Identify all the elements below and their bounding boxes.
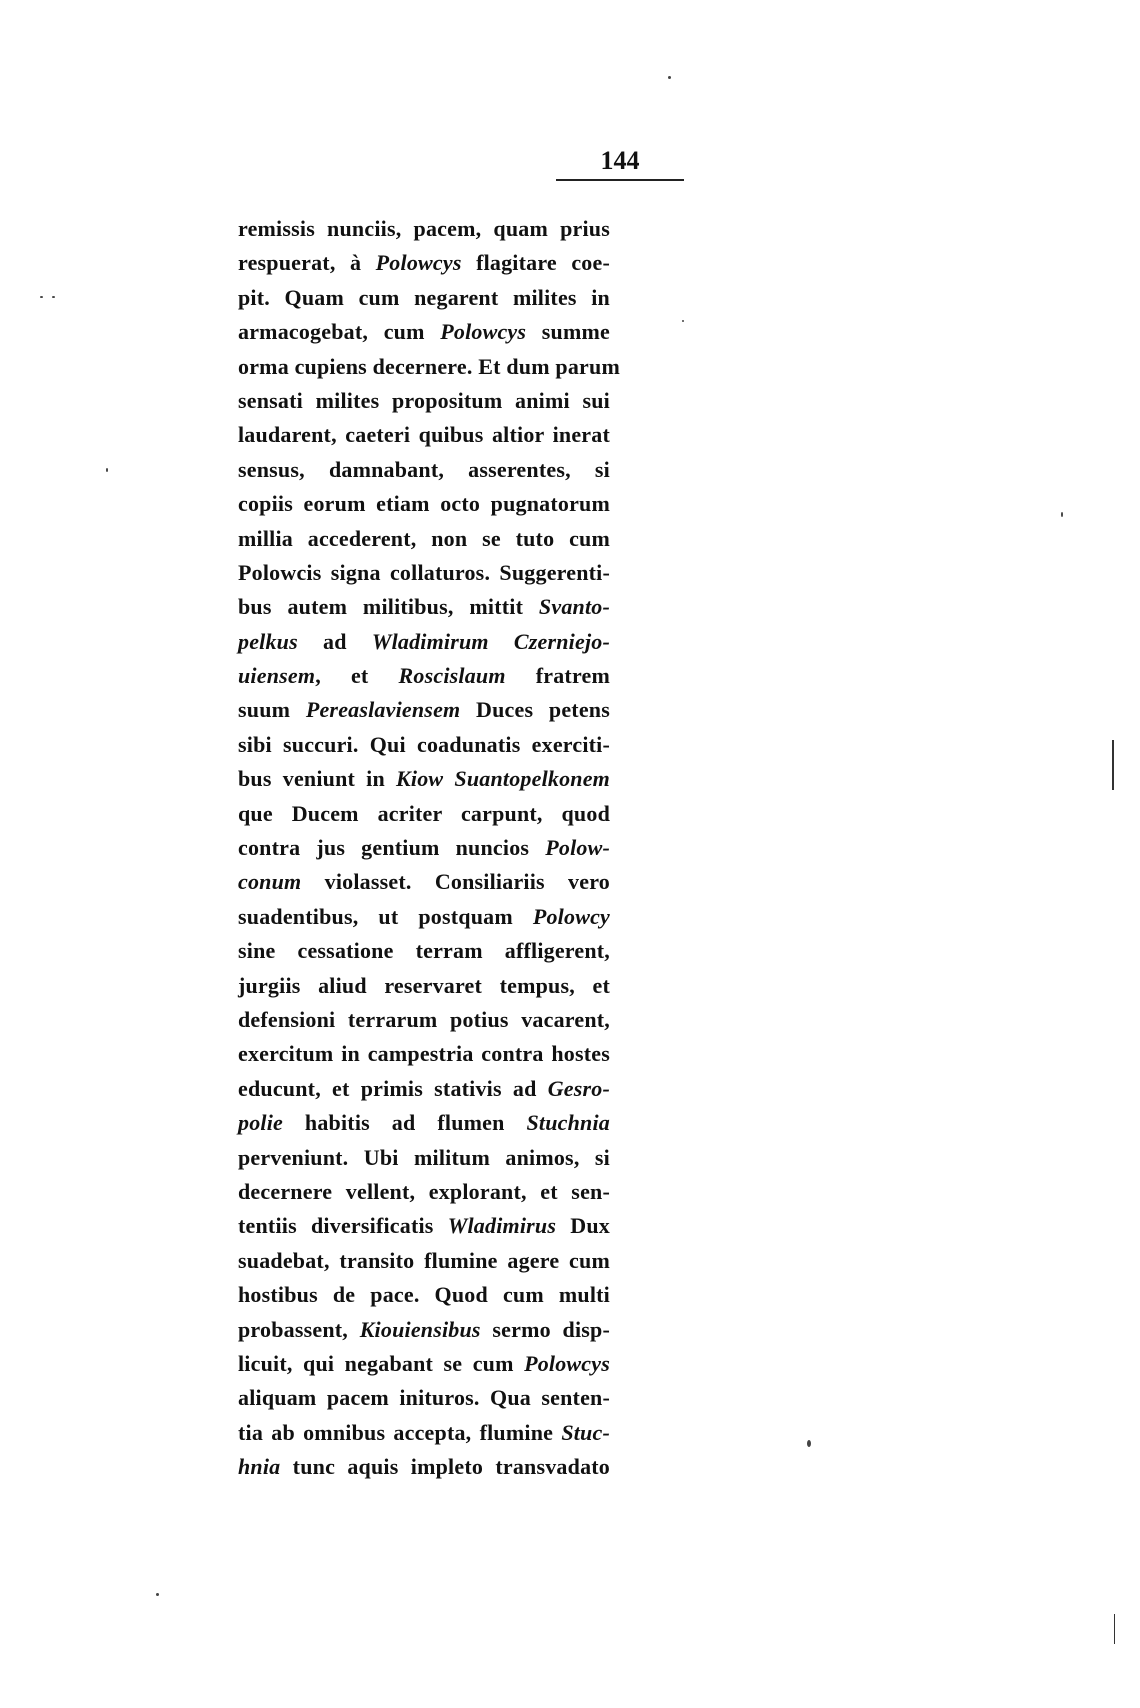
- header-rule: [556, 179, 684, 181]
- text-line: [238, 1037, 610, 1071]
- text-line: [238, 350, 620, 384]
- scan-speck: [156, 1593, 159, 1596]
- text-line: [238, 934, 610, 968]
- text-run: licuit, qui negabant se cum: [238, 1350, 525, 1376]
- scan-speck: [682, 320, 684, 322]
- text-line: [238, 453, 610, 487]
- text-run: tia ab omnibus accepta, flumine: [238, 1419, 562, 1445]
- text-line: [238, 1244, 610, 1278]
- italic-name: polie: [238, 1110, 283, 1136]
- scan-speck: [40, 296, 43, 298]
- text-run: hostibus de pace. Quod cum multi: [238, 1282, 610, 1308]
- text-line: [238, 797, 610, 831]
- italic-name: hnia: [238, 1454, 281, 1480]
- text-line: [238, 1072, 610, 1106]
- text-line: [238, 1347, 610, 1381]
- text-line: [238, 1106, 610, 1140]
- text-line: [238, 1450, 610, 1484]
- text-run: armacogebat, cum: [238, 319, 441, 345]
- text-run: sensus, damnabant, asserentes, si: [238, 456, 610, 482]
- text-run: suadentibus, ut postquam: [238, 903, 533, 929]
- text-line: [238, 1416, 610, 1450]
- text-line: [238, 1175, 610, 1209]
- text-line: [238, 1381, 610, 1415]
- italic-name: Stuc-: [561, 1419, 610, 1445]
- text-line: [238, 487, 610, 521]
- body-text: [238, 212, 620, 1484]
- italic-name: Polowcys: [524, 1350, 610, 1376]
- text-line: [238, 1313, 610, 1347]
- text-line: [238, 384, 610, 418]
- text-line: [238, 625, 610, 659]
- text-run: decernere vellent, explorant, et sen-: [238, 1178, 610, 1204]
- text-run: Dux: [556, 1213, 610, 1239]
- text-run: Polowcis signa collaturos. Suggerenti-: [238, 559, 610, 585]
- text-run: Duces petens: [460, 697, 610, 723]
- text-line: [238, 728, 610, 762]
- text-run: remissis nunciis, pacem, quam prius: [238, 216, 610, 241]
- italic-name: conum: [238, 869, 302, 895]
- text-run: educunt, et primis stativis ad: [238, 1075, 548, 1101]
- italic-name: Roscislaum: [398, 663, 506, 689]
- page-number: 144: [600, 146, 640, 175]
- text-run: sermo disp-: [480, 1316, 610, 1342]
- text-run: respuerat, à: [238, 250, 376, 276]
- text-line: [238, 1278, 610, 1312]
- text-line: [238, 659, 610, 693]
- text-run: jurgiis aliud reservaret tempus, et: [238, 972, 610, 998]
- italic-name: Polowcy: [532, 903, 610, 929]
- scan-speck: [668, 76, 671, 79]
- scan-edge-mark: [1114, 1614, 1115, 1644]
- text-line: [238, 865, 610, 899]
- text-run: exercitum in campestria contra hostes: [238, 1041, 610, 1067]
- text-run: pit. Quam cum negarent milites in: [238, 284, 610, 310]
- text-line: [238, 418, 610, 452]
- text-line: [238, 556, 610, 590]
- italic-name: Pereaslaviensem: [305, 697, 461, 723]
- text-run: flagitare coe-: [461, 250, 610, 276]
- italic-name: Kiow Suantopelkonem: [396, 766, 610, 792]
- text-run: sensati milites propositum animi sui: [238, 387, 610, 413]
- text-line: [238, 315, 610, 349]
- text-run: violasset. Consiliariis vero: [301, 869, 610, 895]
- scan-speck: [1061, 512, 1063, 517]
- text-line: [238, 762, 610, 796]
- text-run: perveniunt. Ubi militum animos, si: [238, 1144, 610, 1170]
- text-line: [238, 831, 610, 865]
- text-line: [238, 900, 610, 934]
- text-run: fratrem: [505, 663, 610, 689]
- italic-name: uiensem: [238, 663, 316, 689]
- text-run: tunc aquis impleto transvadato: [280, 1454, 610, 1480]
- text-run: tentiis diversificatis: [238, 1213, 448, 1239]
- text-run: que Ducem acriter carpunt, quod: [238, 800, 610, 826]
- italic-name: Gesro-: [547, 1075, 610, 1101]
- scan-edge-mark: [1112, 740, 1114, 790]
- italic-name: Svanto-: [538, 594, 610, 620]
- text-run: suadebat, transito flumine agere cum: [238, 1247, 610, 1273]
- text-run: ad: [297, 628, 372, 654]
- text-line: [238, 693, 610, 727]
- italic-name: Stuchnia: [526, 1110, 610, 1136]
- scan-speck: [52, 296, 55, 298]
- italic-name: Polow-: [545, 835, 610, 861]
- text-run: sine cessatione terram affligerent,: [238, 938, 610, 964]
- italic-name: pelkus: [238, 628, 298, 654]
- italic-name: Polowcys: [375, 250, 462, 276]
- text-run: summe: [526, 319, 610, 345]
- text-run: habitis ad flumen: [283, 1110, 527, 1136]
- text-line: [238, 969, 610, 1003]
- text-run: copiis eorum etiam octo pugnatorum: [238, 491, 610, 517]
- text-line: [238, 1209, 610, 1243]
- text-run: contra jus gentium nuncios: [238, 835, 546, 861]
- italic-name: Polowcys: [440, 319, 527, 345]
- text-run: bus veniunt in: [238, 766, 397, 792]
- text-run: aliquam pacem inituros. Qua senten-: [238, 1385, 610, 1411]
- italic-name: Wladimirum Czerniejo-: [371, 628, 610, 654]
- text-line: [238, 1003, 610, 1037]
- text-run: probassent,: [238, 1316, 360, 1342]
- scan-speck: [807, 1440, 811, 1447]
- text-run: sibi succuri. Qui coadunatis exerciti-: [238, 731, 610, 757]
- text-line: [238, 522, 610, 556]
- text-line: [238, 246, 610, 280]
- text-line: [238, 212, 610, 246]
- text-line: [238, 281, 610, 315]
- text-run: millia accederent, non se tuto cum: [238, 525, 610, 551]
- scan-speck: [106, 468, 108, 472]
- italic-name: Wladimirus: [447, 1213, 557, 1239]
- text-run: defensioni terrarum potius vacarent,: [238, 1006, 610, 1032]
- italic-name: Kiouiensibus: [359, 1316, 481, 1342]
- text-line: [238, 1141, 610, 1175]
- text-run: , et: [315, 663, 399, 689]
- text-run: bus autem militibus, mittit: [238, 594, 539, 620]
- text-run: orma cupiens decernere. Et dum parum: [238, 353, 620, 379]
- text-run: laudarent, caeteri quibus altior inerat: [238, 422, 610, 448]
- text-run: suum: [238, 697, 306, 723]
- text-line: [238, 590, 610, 624]
